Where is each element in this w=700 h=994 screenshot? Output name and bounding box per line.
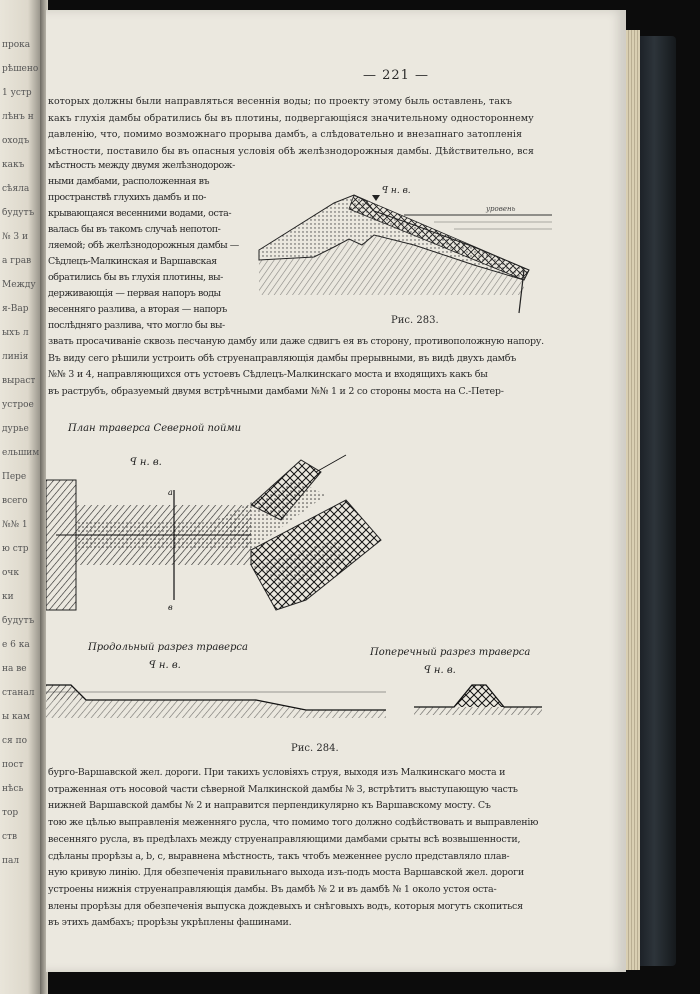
- previous-page-edge: [0, 0, 40, 994]
- figure-284-plan-level: ꟼ н. в.: [130, 457, 162, 468]
- figure-284-plan-title: План траверса Северной пойми: [68, 423, 242, 434]
- previous-page-text-fragment: ки: [2, 592, 14, 602]
- text-line: обратились бы въ глухія плотины, вы-: [48, 272, 223, 283]
- text-line: крывающаяся весенними водами, оста-: [48, 208, 232, 219]
- previous-page-text-fragment: №№ 1: [2, 520, 28, 530]
- page-number: — 221 —: [362, 68, 430, 83]
- previous-page-text-fragment: линія: [2, 352, 29, 362]
- text-line: ную кривую линію. Для обезпеченія правильнаго выхода изъ-подъ моста Варшавской жел. дороги: [48, 867, 524, 879]
- figure-283-level-marker: [372, 186, 411, 201]
- previous-page-text-fragment: е 6 ка: [2, 640, 30, 650]
- figure-283-caption: Рис. 283.: [391, 315, 439, 326]
- figure-284-long-section-level: ꟼ н. в.: [149, 660, 181, 671]
- book-cover: [640, 36, 676, 966]
- text-line: мѣстности, поставило бы въ опасныя условія обѣ желѣзнодорожныя дамбы. Дѣйствительно, вся: [48, 145, 534, 157]
- previous-page-text-fragment: какъ: [2, 160, 25, 170]
- text-line: влены прорѣзы для обезпеченія выпуска дождевыхъ и снѣговыхъ водъ, которыя могутъ скопиться: [48, 900, 523, 912]
- previous-page-text-fragment: станал: [2, 688, 35, 698]
- text-line: нижней Варшавской дамбы № 2 и направится перпендикулярно къ Варшавскому мосту. Съ: [48, 800, 491, 812]
- text-line: весенняго русла, въ предѣлахъ между струенаправляющими дамбами срыты всѣ возвышенности,: [48, 833, 521, 845]
- text-line: бурго-Варшавской жел. дороги. При такихъ условіяхъ струя, выходя изъ Малкинскаго моста и: [48, 767, 506, 778]
- text-line: ляемой; обѣ желѣзнодорожныя дамбы —: [48, 240, 239, 251]
- text-line: тою же цѣлью выправленія меженняго русла, что помимо того должно содѣйствовать и выправленію: [48, 817, 539, 829]
- previous-page-text-fragment: дурье: [2, 424, 29, 434]
- previous-page-text-fragment: ся по: [2, 736, 27, 746]
- text-line: №№ 3 и 4, направляющихся отъ устоевъ Сѣдлецъ-Малкинскаго моста и входящихъ какъ бы: [48, 369, 488, 380]
- text-line: сдѣланы прорѣзы a, b, c, выравнена мѣстность, такъ чтобъ меженнее русло представляло плав-: [48, 850, 510, 862]
- previous-page-text-fragment: нѣсь: [2, 784, 24, 794]
- previous-page-text-fragment: выраст: [2, 376, 36, 386]
- previous-page-text-fragment: ыхъ л: [2, 328, 29, 338]
- previous-page-text-fragment: ю стр: [2, 544, 29, 554]
- figure-284-long-section-title: Продольный разрез траверса: [88, 642, 248, 653]
- figure-284-mark-b: в: [168, 603, 173, 612]
- text-line: звать просачиваніе сквозь песчаную дамбу или даже сдвигъ ея въ сторону, противоположную напору.: [48, 336, 544, 347]
- figure-284-cross-section: [414, 675, 544, 720]
- text-line: валась бы въ такомъ случаѣ непотоп-: [48, 224, 221, 235]
- previous-page-text-fragment: ств: [2, 832, 18, 842]
- previous-page-text-fragment: устрое: [2, 400, 34, 410]
- previous-page-text-fragment: Пере: [2, 472, 27, 482]
- text-line: мѣстность между двумя желѣзнодорож-: [48, 160, 235, 171]
- text-line: Сѣдлецъ-Малкинская и Варшавская: [48, 256, 217, 267]
- previous-page-text-fragment: ы кам: [2, 712, 31, 722]
- previous-page-text-fragment: всего: [2, 496, 28, 506]
- text-line: пространствѣ глухихъ дамбъ и по-: [48, 192, 207, 203]
- previous-page-text-fragment: сѣяла: [2, 184, 30, 194]
- previous-page-text-fragment: тор: [2, 808, 19, 818]
- figure-284-mark-a: а: [168, 488, 173, 497]
- text-line: которых должны были направляться весеннія воды; по проекту этому быль оставлень, такъ: [48, 96, 512, 107]
- text-line: ными дамбами, расположенная въ: [48, 176, 210, 187]
- text-line: держивающія — первая напоръ воды: [48, 288, 221, 299]
- text-line: въ раструбъ, образуемый двумя встрѣчными дамбами №№ 1 и 2 со стороны моста на С.-Петер-: [48, 385, 504, 397]
- previous-page-text-fragment: будутъ: [2, 208, 35, 218]
- previous-page-text-fragment: а грав: [2, 256, 32, 266]
- text-line: въ этихъ дамбахъ; прорѣзы укрѣплены фашинами.: [48, 917, 292, 929]
- previous-page-text-fragment: лѣнъ н: [2, 112, 34, 122]
- figure-283-embankment-section: [254, 175, 554, 315]
- text-line: послѣдняго разлива, что могло бы вы-: [48, 320, 225, 331]
- previous-page-text-fragment: № 3 и: [2, 232, 28, 242]
- previous-page-text-fragment: оходъ: [2, 136, 30, 146]
- previous-page-text-fragment: я-Вар: [2, 304, 29, 314]
- book-page: [46, 10, 626, 972]
- previous-page-text-fragment: Между: [2, 280, 36, 290]
- page-block-edge: [626, 30, 640, 970]
- previous-page-text-fragment: прока: [2, 40, 31, 50]
- text-line: Въ виду сего рѣшили устроить обѣ струенаправляющія дамбы прерывными, въ видѣ двухъ дамбъ: [48, 352, 517, 364]
- previous-page-text-fragment: будутъ: [2, 616, 35, 626]
- figure-284-cross-section-level: ꟼ н. в.: [424, 665, 456, 676]
- figure-284-long-section: [46, 670, 391, 720]
- previous-page-text-fragment: пал: [2, 856, 20, 866]
- figure-284-plan-view: [46, 450, 406, 630]
- figure-284-cross-section-title: Поперечный разрез траверса: [370, 647, 531, 658]
- previous-page-text-fragment: очк: [2, 568, 19, 578]
- previous-page-text-fragment: 1 устр: [2, 88, 32, 98]
- figure-284-caption: Рис. 284.: [291, 743, 339, 754]
- text-line: давленію, что, помимо возможнаго прорыва дамбъ, а слѣдовательно и внезапнаго затопленія: [48, 129, 522, 140]
- previous-page-text-fragment: на ве: [2, 664, 27, 674]
- previous-page-text-fragment: рѣшено: [2, 64, 39, 74]
- svg-text:ꟼ н. в.: ꟼ н. в.: [382, 186, 411, 196]
- text-line: устроены нижнія струенаправляющія дамбы. Въ дамбѣ № 2 и въ дамбѣ № 1 около устоя оста-: [48, 883, 497, 895]
- figure-283-level-label: уровень: [486, 205, 516, 213]
- previous-page-text-fragment: пост: [2, 760, 24, 770]
- text-line: какъ глухія дамбы обратились бы въ плотины, подвергающіяся значительному одностороннему: [48, 112, 534, 124]
- previous-page-text-fragment: ельшим: [2, 448, 40, 458]
- text-line: отраженная отъ носовой части сѣверной Малкинской дамбы № 3, встрѣтитъ выступающую часть: [48, 783, 518, 795]
- text-line: весенняго разлива, а вторая — напоръ: [48, 304, 227, 315]
